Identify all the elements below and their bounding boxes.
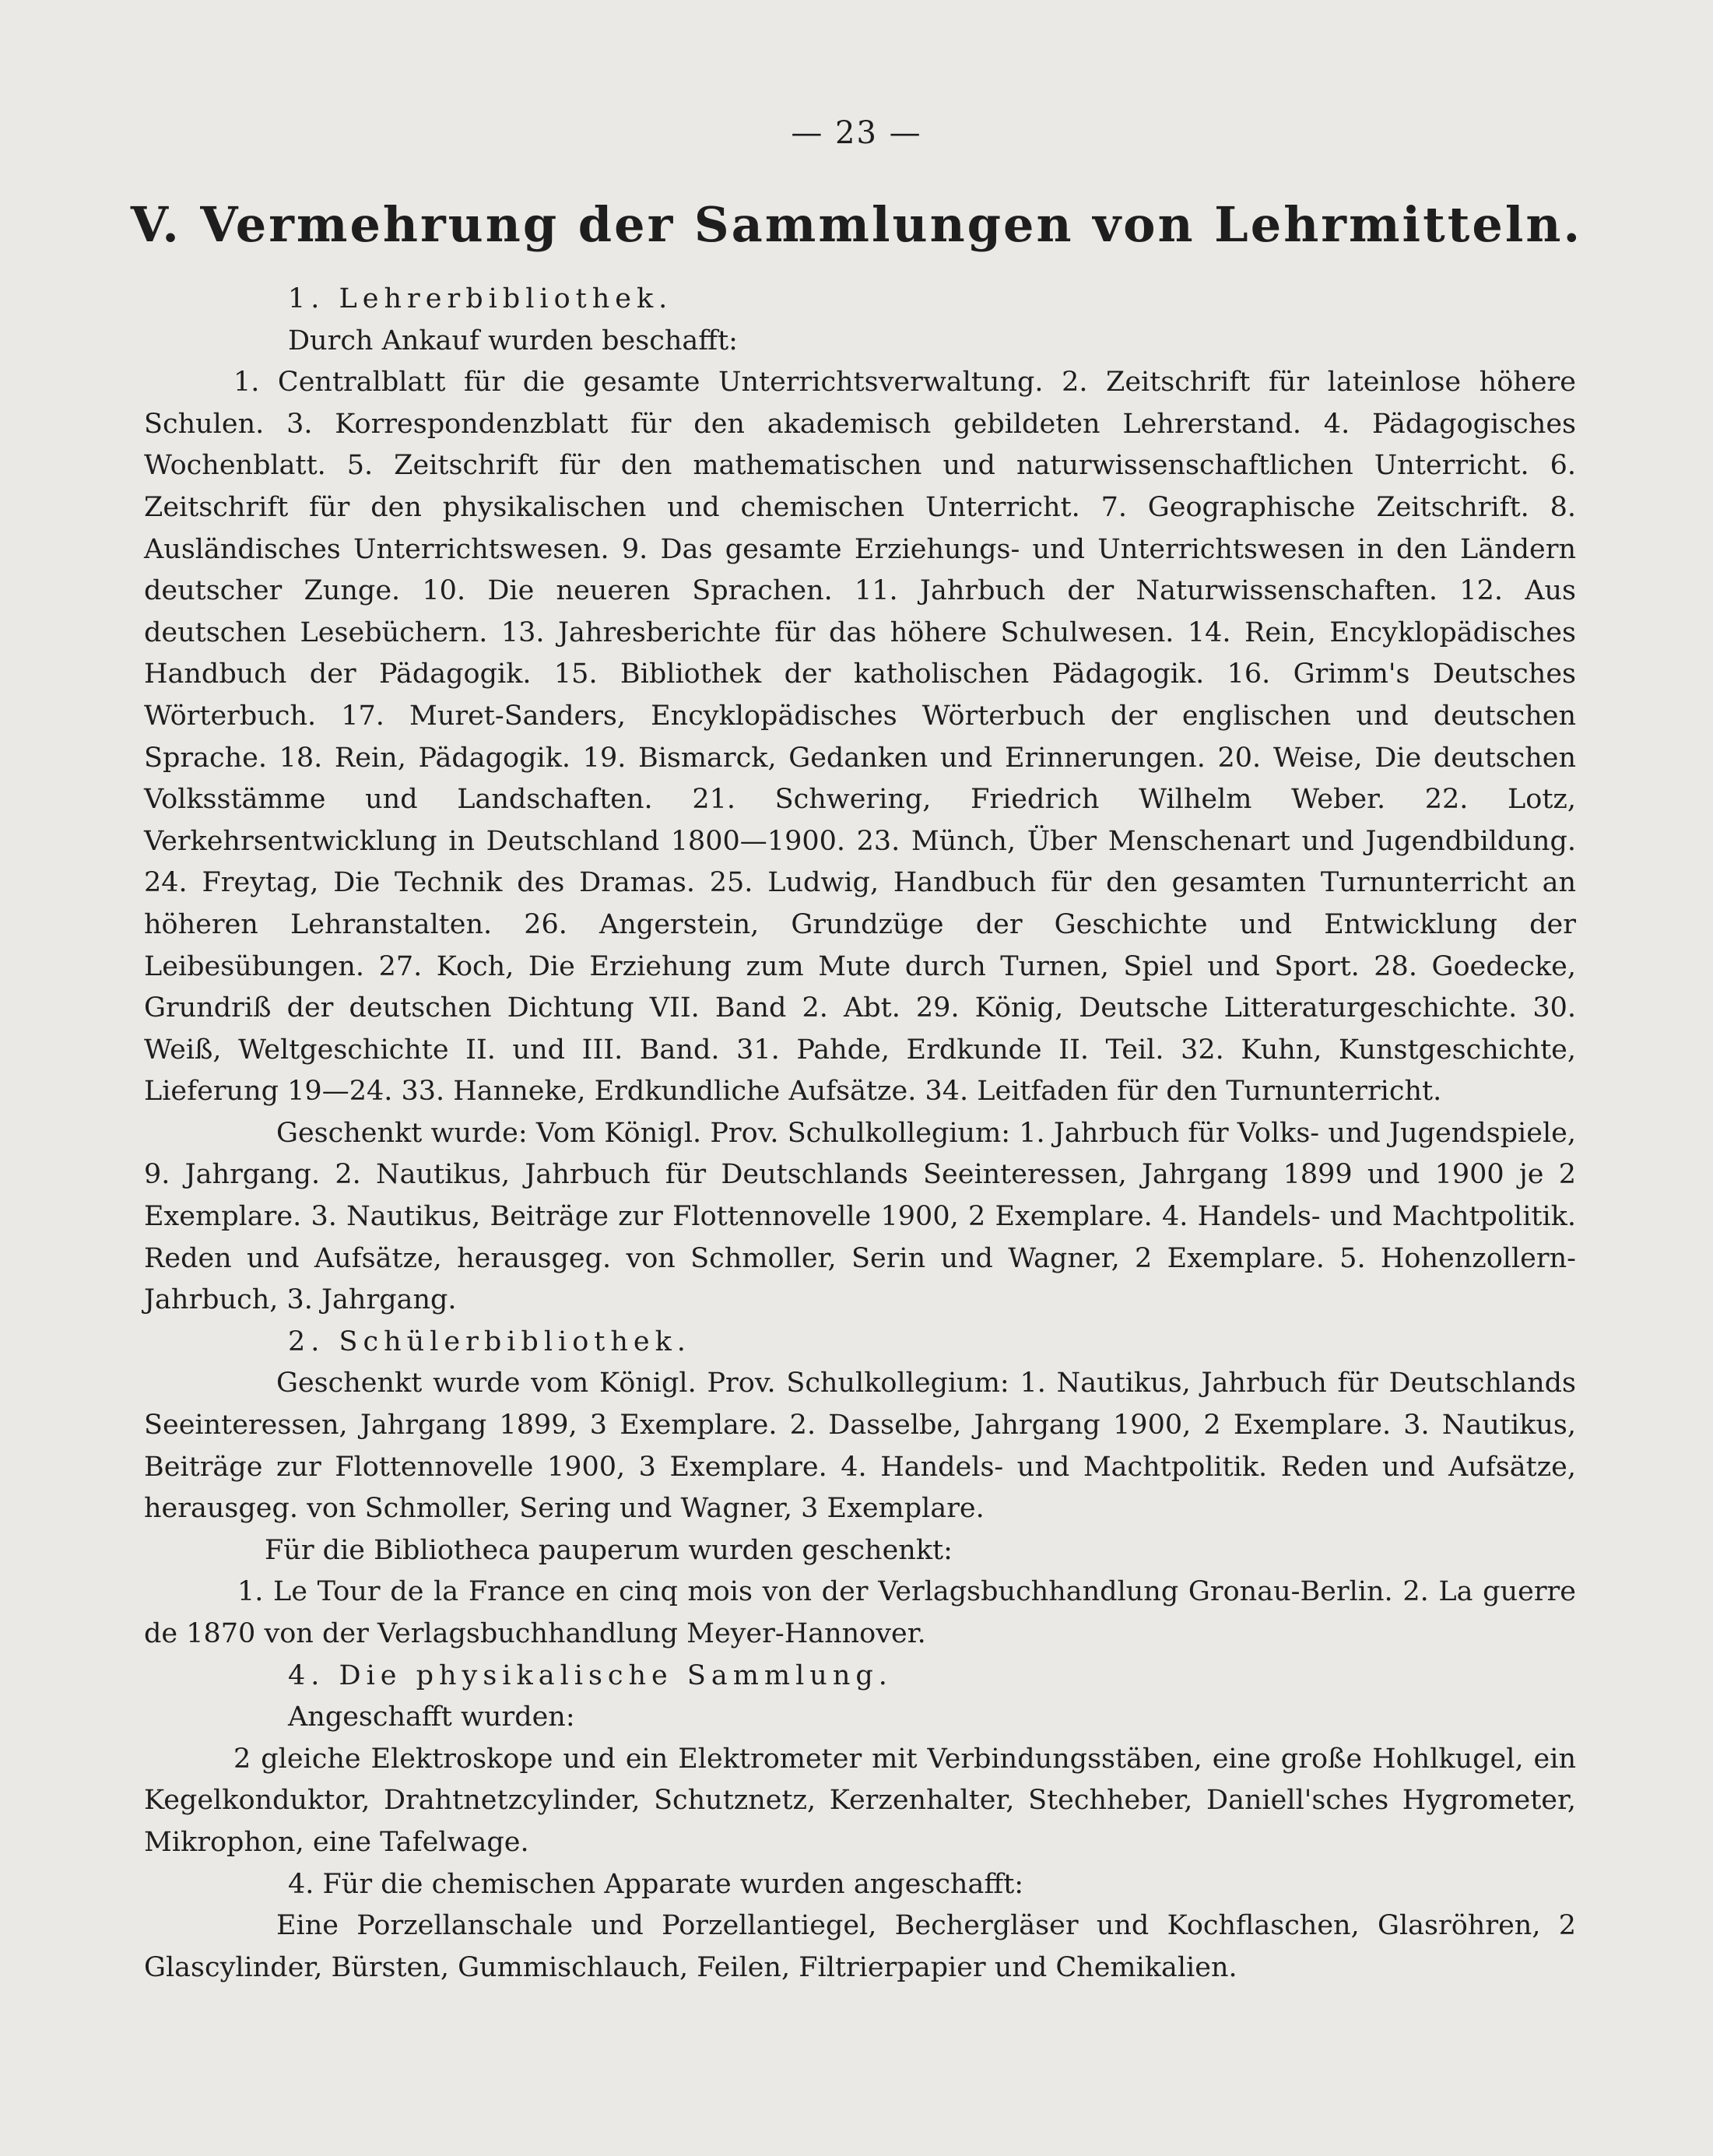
section-heading-student-library: 2. Schülerbibliothek.	[288, 1326, 691, 1357]
page-title: V. Vermehrung der Sammlungen von Lehrmitteln.	[130, 196, 1583, 253]
section-heading-chemistry: 4. Für die chemischen Apparate wurden angeschafft:	[288, 1868, 1024, 1900]
purchase-intro: Durch Ankauf wurden beschafft:	[288, 325, 738, 356]
teacher-gift-paragraph: Geschenkt wurde: Vom Königl. Prov. Schulkollegium: 1. Jahrbuch für Volks- und Jugendspiele, 9. Jahrgang. 2. Nautikus, Jahrbuch für Deutschlands Seeinteressen, Jahrgang 1899 und 1900 je 2 Exemplare. 3. Nautikus, Beiträge zur Flottennovelle 1900, 2 Exemplare. 4. Handels- und Machtpolitik. Reden und Aufsätze, herausgeg. von Schmoller, Serin und Wagner, 2 Exemplare. 5. Hohenzollern-Jahrbuch, 3. Jahrgang.	[144, 1117, 1576, 1316]
body-text	[144, 279, 1576, 1989]
pauperum-intro: Für die Bibliotheca pauperum wurden geschenkt:	[265, 1534, 953, 1566]
student-gift-paragraph: Geschenkt wurde vom Königl. Prov. Schulkollegium: 1. Nautikus, Jahrbuch für Deutschlands Seeinteressen, Jahrgang 1899, 3 Exemplare. 2. Dasselbe, Jahrgang 1900, 2 Exemplare. 3. Nautikus, Beiträge zur Flottennovelle 1900, 3 Exemplare. 4. Handels- und Machtpolitik. Reden und Aufsätze, herausgeg. von Schmoller, Sering und Wagner, 3 Exemplare.	[144, 1368, 1576, 1525]
chemistry-list: Eine Porzellanschale und Porzellantiegel, Bechergläser und Kochflaschen, Glasröhren, 2 Glascylinder, Bürsten, Gummischlauch, Feilen, Filtrierpapier und Chemikalien.	[144, 1910, 1576, 1983]
physics-intro: Angeschafft wurden:	[288, 1701, 575, 1733]
pauperum-list: 1. Le Tour de la France en cinq mois von der Verlagsbuchhandlung Gronau-Berlin. 2. La guerre de 1870 von der Verlagsbuchhandlung Meyer-Hannover.	[144, 1576, 1576, 1649]
purchase-list: 1. Centralblatt für die gesamte Unterrichtsverwaltung. 2. Zeitschrift für lateinlose höhere Schulen. 3. Korrespondenzblatt für den akademisch gebildeten Lehrerstand. 4. Pädagogisches Wochenblatt. 5. Zeitschrift für den mathematischen und naturwissenschaftlichen Unterricht. 6. Zeitschrift für den physikalischen und chemischen Unterricht. 7. Geographische Zeitschrift. 8. Ausländisches Unterrichtswesen. 9. Das gesamte Erziehungs- und Unterrichtswesen in den Ländern deutscher Zunge. 10. Die neueren Sprachen. 11. Jahrbuch der Naturwissenschaften. 12. Aus deutschen Lesebüchern. 13. Jahresberichte für das höhere Schulwesen. 14. Rein, Encyklopädisches Handbuch der Pädagogik. 15. Bibliothek der katholischen Pädagogik. 16. Grimm's Deutsches Wörterbuch. 17. Muret-Sanders, Encyklopädisches Wörterbuch der englischen und deutschen Sprache. 18. Rein, Pädagogik. 19. Bismarck, Gedanken und Erinnerungen. 20. Weise, Die deutschen Volksstämme und Landschaften. 21. Schwering, Friedrich Wilhelm Weber. 22. Lotz, Verkehrsentwicklung in Deutschland 1800—1900. 23. Münch, Über Menschenart und Jugendbildung. 24. Freytag, Die Technik des Dramas. 25. Ludwig, Handbuch für den gesamten Turnunterricht an höheren Lehranstalten. 26. Angerstein, Grundzüge der Geschichte und Entwicklung der Leibesübungen. 27. Koch, Die Erziehung zum Mute durch Turnen, Spiel und Sport. 28. Goedecke, Grundriß der deutschen Dichtung VII. Band 2. Abt. 29. König, Deutsche Litteraturgeschichte. 30. Weiß, Weltgeschichte II. und III. Band. 31. Pahde, Erdkunde II. Teil. 32. Kuhn, Kunstgeschichte, Lieferung 19—24. 33. Hanneke, Erdkundliche Aufsätze. 34. Leitfaden für den Turnunterricht.	[144, 367, 1576, 1108]
section-heading-physics: 4. Die physikalische Sammlung.	[288, 1659, 893, 1691]
section-heading-teacher-library: 1. Lehrerbibliothek.	[288, 283, 673, 314]
page-number: — 23 —	[791, 115, 922, 151]
physics-list: 2 gleiche Elektroskope und ein Elektrometer mit Verbindungsstäben, eine große Hohlkugel, ein Kegelkonduktor, Drahtnetzcylinder, Schutznetz, Kerzenhalter, Stechheber, Daniell'sches Hygrometer, Mikrophon, eine Tafelwage.	[144, 1743, 1576, 1858]
